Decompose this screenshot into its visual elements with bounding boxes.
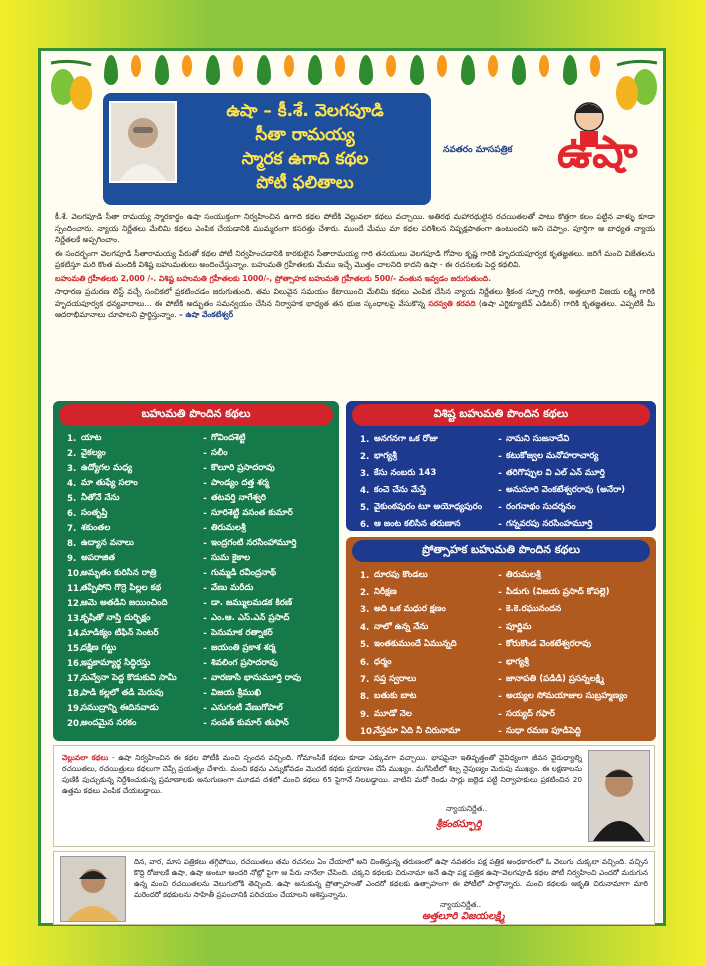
separator: - (203, 688, 207, 699)
story-title: కంచె చేను మేస్తే (374, 484, 427, 495)
story-title: భాగ్యశ్రీ (374, 450, 397, 461)
item-number: 3. (360, 605, 370, 616)
story-author: పాండ్యం దత్త శర్మ (211, 477, 269, 488)
list-item (360, 567, 646, 584)
list-item (360, 499, 646, 516)
list-item (360, 671, 646, 688)
special-stories-list (346, 429, 656, 531)
story-author: తటవర్తి నాగేశ్వరి (211, 492, 267, 503)
story-title: మా తుఫ్యే సలాం (81, 477, 138, 488)
judge-note-1 (53, 745, 655, 847)
story-author: సుధా రమణ పూడిపెద్ది (506, 726, 582, 737)
separator: - (498, 451, 502, 462)
item-number: 5. (360, 640, 370, 651)
item-number: 15. (67, 643, 83, 654)
story-author: గోవిందశెట్టి (211, 432, 246, 443)
separator: - (203, 613, 207, 624)
list-item (67, 536, 329, 551)
item-number: 19. (67, 703, 83, 714)
item-number: 5. (67, 493, 77, 504)
encouragement-stories-box (346, 537, 656, 741)
coordinator-name: సరస్వతి కరవది (428, 298, 476, 308)
story-author: పిడుగు (విజయ ప్రసాద్ కోపల్లె) (506, 587, 610, 598)
separator: - (498, 640, 502, 651)
list-item (360, 706, 646, 723)
encouragement-stories-list (346, 565, 656, 741)
separator: - (203, 598, 207, 609)
judge-1-photo (588, 750, 650, 842)
story-author: వేణు మరీదు (211, 582, 254, 593)
prize-amounts: బహుమతి గ్రహీతలకు 2,000 /-. విశిష్ట బహుమతి గ్రహీతలకు 1000/-, ప్రోత్సాహక బహుమతి గ్రహీతలకు 500/- వంతున ఇవ్వడం జరుగుతుంది. (55, 273, 491, 283)
judge-note-2-text: దిన, వార, మాస పత్రికలు తగ్గిపోయి, రచయితలు తమ రచనలు ఏం చేయాలో అని చింతిస్తున్న తరుణంలో ఉషా నవతరం పక్ష పత్రిక అంధకారంలో ఓ వెలుగు చుక్కలా వచ్చింది. వచ్చిన కొద్ది రోజులకే ఉషా, ఉషా అంటూ అందరి నోట్లో పైగా ఆ పేరు నానేలా చేసింది. చక్కని కథలకు చిరునామా అనే ఉషా పక్ష పత్రిక ఉషా-వెలగపూడి కథల పోటీ నిర్వహించి ఎందరో మరుగున ఉన్న మంచి రచయితలను వెలుగులోకి తెచ్చింది. ఉషా అనుకున్న ప్రోత్సాహంతో ఎందరో కథలకు ఉత్సాహంగా ఈ పోటీలో పాల్గొన్నారు. మంచి కథలకు ఆకృతి చిరునామాగా మారి మరెందరో కథకులను సాహితీ ప్రపంచానికి పరిచయం చేయాలని ఆశిస్తున్నాను. (134, 857, 648, 899)
story-title: నేస్తమా ఏది నీ చిరునామా (374, 726, 461, 737)
story-author: సుమ కైకాల (211, 552, 251, 563)
story-author: అయ్యల సోమయాజుల సుబ్రహ్మణ్యం (506, 691, 628, 702)
story-author: పూర్ణిమ (506, 621, 532, 632)
separator: - (498, 485, 502, 496)
item-number: 2. (360, 451, 370, 462)
separator: - (203, 658, 207, 669)
separator: - (498, 502, 502, 513)
title-banner (103, 93, 431, 205)
intro-paragraph-3-end: (ఉషా ఎగ్జిక్యూటివ్ ఎడిటర్) గారికి కృతజ్ఞతలు. ఎప్పటికీ మీ ఆదరాభిమానాలు చూపాలని ప్రార్థిస్తున్నాం. (55, 298, 655, 319)
story-title: సప్త స్వరాలు (374, 674, 417, 685)
page-title (183, 99, 427, 195)
story-title: వైకుంఠపురం టూ అయోధ్యపురం (374, 501, 483, 512)
story-title: శకుంతల (81, 522, 111, 533)
story-title: బతుకు బాట (374, 691, 417, 702)
story-author: సంపత్ కుమార్ తుఫాన్ (211, 717, 289, 728)
story-author: కొలూరి ప్రసాదరావు (211, 462, 275, 473)
story-author: గన్నవరపు నరసింహమూర్తి (506, 518, 593, 529)
story-title: ఇష్టకామ్యార్థ సిద్ధిరస్తు (81, 657, 151, 668)
judge-1-label: న్యాయనిర్ణేత.. (446, 804, 488, 813)
list-item (67, 431, 329, 446)
list-item (360, 619, 646, 636)
item-number: 7. (360, 675, 370, 686)
separator: - (203, 523, 207, 534)
story-author: వారణాసి భానుమూర్తి రావు (211, 672, 302, 683)
story-author: ఇంద్రగంటి నరసింహామూర్తి (211, 537, 297, 548)
story-title: సముద్రాన్ని ఈదినవాడు (81, 702, 159, 713)
separator: - (203, 583, 207, 594)
item-number: 11. (67, 583, 83, 594)
logo-word: ఉషా (557, 127, 638, 178)
item-number: 5. (360, 502, 370, 513)
separator: - (203, 508, 207, 519)
story-author: జయంతి ప్రకాశ శర్మ (211, 642, 276, 653)
item-number: 6. (67, 508, 77, 519)
list-item (67, 461, 329, 476)
item-number: 9. (67, 553, 77, 564)
list-item (67, 446, 329, 461)
item-number: 9. (360, 709, 370, 720)
judge-1-name: శ్రీకంఠస్ఫూర్తి (436, 819, 482, 830)
prize-stories-heading: బహుమతి పొందిన కథలు (59, 404, 333, 426)
story-author: తిరుమలశ్రీ (211, 522, 246, 533)
separator: - (203, 433, 207, 444)
separator: - (203, 553, 207, 564)
title-line-3: స్మారక ఉగాది కథల (241, 149, 369, 169)
list-item (67, 716, 329, 731)
item-number: 1. (67, 433, 77, 444)
item-number: 13. (67, 613, 83, 624)
item-number: 6. (360, 657, 370, 668)
list-item (67, 491, 329, 506)
judge-note-1-body: - ఉషా నిర్వహించిన ఈ కథల పోటీకి మంచి స్పందన వచ్చింది. గోమాంసికే కథలు కూడా ఎక్కువగా వచ్చాయి. భాషపైనా ఇతివృత్తంతో వైవిధ్యంగా జీవన వైరుధ్యాల్ని రచయితలు, రచయిత్రులు కథలుగా చెప్పే ప్రయత్నం చేశారు. మంచి కథను ఎన్నుకోవడం మొదటి కథకు ప్రయాణం చేసే ముఖ్యం. మగేసిటీలో శిల్ప నైపుణ్యం మెరుపు ముఖ్యం. ఈ లక్షణాలను పుణికి పుచ్చుకున్న నిర్దేశించుకున్న ప్రమాణాలకు అనుగుణంగా మూడవ దశలో మంచి కథలు 65 పైగానే నిలబడ్డాయి. వాటిని మరో రెండు సార్లు జల్లెడ పట్టి నిర్వాహకులు ప్రకటించిన 20 ఉత్తమ కథలు ఎంపిక చేయబడ్డాయి. (62, 753, 583, 795)
list-item (67, 656, 329, 671)
item-number: 7. (67, 523, 77, 534)
list-item (67, 566, 329, 581)
story-author: సూరిశెట్టి వసంత కుమార్ (211, 507, 293, 518)
separator: - (203, 568, 207, 579)
story-title: తప్పిపోని గొర్రె పిల్లల కథ (81, 582, 162, 593)
story-author: భాగ్యశ్రీ (506, 656, 529, 667)
story-author: రంగనాథం సుదర్శనం (506, 501, 576, 512)
logo-tagline: నవతరం మాసపత్రిక (443, 145, 513, 155)
story-title: కేసు నంబరు 143 (374, 467, 437, 478)
separator: - (498, 468, 502, 479)
item-number: 14. (67, 628, 83, 639)
list-item (360, 465, 646, 482)
judge-note-1-text (62, 752, 582, 796)
story-title: నీతోనే నేను (81, 492, 120, 503)
list-item (67, 506, 329, 521)
story-title: పాడి కల్లలో తడి మెరుపు (81, 687, 164, 698)
item-number: 4. (360, 622, 370, 633)
separator: - (203, 628, 207, 639)
list-item (67, 551, 329, 566)
separator: - (498, 675, 502, 686)
item-number: 8. (360, 692, 370, 703)
item-number: 2. (360, 588, 370, 599)
story-title: అది ఒక మధుర క్షణం (374, 604, 446, 615)
intro-text (55, 211, 655, 323)
separator: - (498, 588, 502, 599)
encouragement-stories-heading: ప్రోత్సాహక బహుమతి పొందిన కథలు (352, 540, 650, 562)
separator: - (203, 643, 207, 654)
list-item (360, 689, 646, 706)
story-title: దక్షిణ గట్టు (81, 642, 117, 653)
separator: - (498, 519, 502, 530)
story-title: మాడిక్యం టిఫిన్ సెంటర్ (81, 627, 159, 638)
separator: - (498, 709, 502, 720)
mango-leaf-garland (97, 55, 607, 93)
judge-2-label: న్యాయనిర్ణేత.. (440, 900, 482, 909)
separator: - (203, 538, 207, 549)
list-item (67, 701, 329, 716)
story-title: సంతృప్తి (81, 507, 108, 518)
story-author: విజయ శ్రీముఖి (211, 687, 261, 698)
story-title: నువ్వేనా పెద్ద కొడుకువి సామీ (81, 672, 177, 683)
story-author: జానాపతి (పడిడి) ప్రసన్నలక్ష్మి (506, 674, 604, 685)
separator: - (203, 463, 207, 474)
judge-2-name: అత్తలూరి విజయలక్ష్మి (422, 911, 505, 922)
story-title: అపరాజిత (81, 552, 116, 563)
story-title: యాట (81, 432, 102, 443)
list-item (360, 654, 646, 671)
intro-paragraph-2: ఈ సందర్భంగా వెలగపూడి సీతారామయ్య పేరుతో కథల పోటీ నిర్వహించడానికి కారకులైన సీతారామయ్య గారి తనయులు వెలగపూడి గోపాల కృష్ణ గారికి హృదయపూర్వక కృతజ్ఞతలు. జరిగే మంచి విజేతలను ప్రకటిస్తూ మరి కొంత మందికి విశిష్ట బహుమతులు అందించేస్తున్నాం. బహుమతి గ్రహీతలకు మేము ఇచ్చే మొత్తం చాలనిది కాదని ఉషా - ఈ రచనలకు పెద్ద కథలివి. (55, 248, 655, 269)
story-title: దూరపు కొండలు (374, 569, 428, 580)
list-item (360, 602, 646, 619)
story-author: కె.కె.రఘునందన (506, 604, 562, 615)
item-number: 8. (67, 538, 77, 549)
story-author: కటుకోజ్వల మనోహరాచార్య (506, 450, 599, 461)
item-number: 2. (67, 448, 77, 459)
editor-signature: – ఉషా వేంకటేశ్వర్ (179, 310, 234, 319)
story-author: శివలింగ ప్రసాదరావు (211, 657, 278, 668)
judge-note-2 (53, 851, 655, 925)
item-number: 20. (67, 718, 83, 729)
list-item (360, 584, 646, 601)
list-item (67, 626, 329, 641)
list-item (360, 724, 646, 741)
story-title: ఇంతకుముందే ఏమున్నది (374, 639, 457, 650)
story-author: తరిగొప్పుల వి ఎల్ ఎన్ మూర్తి (506, 467, 605, 478)
story-author: తిరుమలశ్రీ (506, 569, 541, 580)
item-number: 6. (360, 519, 370, 530)
separator: - (203, 718, 207, 729)
item-number: 18. (67, 688, 83, 699)
item-number: 17. (67, 673, 83, 684)
item-number: 10. (360, 727, 376, 738)
story-author: డా. జమ్ములమడక కిరణ్ (211, 597, 293, 608)
list-item (360, 431, 646, 448)
story-author: సయ్యద్ గఫార్ (506, 708, 555, 719)
story-title: ఆమె అతడిని జయించింది (81, 597, 168, 608)
list-item (67, 521, 329, 536)
separator: - (498, 657, 502, 668)
story-title: అందమైన నరకం (81, 717, 137, 728)
title-line-1: ఉషా – కీ.శే. వెలగపూడి (226, 101, 384, 121)
item-number: 4. (360, 485, 370, 496)
separator: - (498, 622, 502, 633)
intro-paragraph-3-text: సాధారణ ప్రచురణ లిస్ట్ వచ్చే సంచికలో ప్రకటించడం జరుగుతుంది. తమ విలువైన సమయం కేటాయించి మేలిమి కథలు ఎంపిక చేసిన న్యాయ నిర్ణేతలు శ్రీకంఠ స్ఫూర్తి గారికి, అత్తలూరి విజయ లక్ష్మి గారికి హృదయపూర్వక ధన్యవాదాలు... ఈ పోటీకి అద్భుతం సమన్వయం చేసిన నిర్వాహక భాధ్యత తన భుజ స్కంధాలపై వేసుకొన్న (55, 287, 655, 308)
list-item (67, 581, 329, 596)
intro-paragraph-1: కీ.శే. వెలగపూడి సీతా రామయ్య స్మారకార్థం ఉషా సంయుక్తంగా నిర్వహించిన ఉగాది కథల పోటీకి వెల్లువలా కథలు వచ్చాయి. అతిరథ మహారథులైన రచయితలతో పాటు కొత్తగా కలం పట్టిన వాళ్ళు కూడా స్పందించారు. న్యాయ నిర్ణేతలు మేలిమి కథలు ఎంపిక చేయడానికి ముమ్మరంగా కసరత్తు చేశారు. ముందే మేము మా కథల పరిశీలన నిష్పక్షపాతంగా ఉంటుందని అని చెప్పాం. పూర్తిగా ఆ బాధ్యత న్యాయ నిర్ణేతలకే అప్పగించాం. (55, 212, 655, 244)
separator: - (203, 448, 207, 459)
story-author: అనుసూరి వెంకటేశ్వరరావు (అనేరా) (506, 484, 626, 495)
item-number: 16. (67, 658, 83, 669)
special-stories-heading: విశిష్ట బహుమతి పొందిన కథలు (352, 404, 650, 426)
separator: - (498, 692, 502, 703)
item-number: 1. (360, 434, 370, 445)
story-author: కోరుకొండ వెంకటేశ్వరరావు (506, 639, 591, 650)
separator: - (203, 478, 207, 489)
story-title: నాలో ఉన్న నేను (374, 621, 429, 632)
story-title: ఉద్యోగల మధ్య (81, 462, 133, 473)
prize-stories-box (53, 401, 339, 741)
list-item (67, 671, 329, 686)
magazine-page (38, 48, 666, 926)
list-item (360, 516, 646, 531)
separator: - (203, 673, 207, 684)
item-number: 4. (67, 478, 77, 489)
separator: - (203, 493, 207, 504)
story-author: పెనుమాక రత్నాకర్ (211, 627, 273, 638)
story-author: నామని సుజనాదేవి (506, 433, 570, 444)
item-number: 3. (360, 468, 370, 479)
story-title: కృషితో నాస్తి దుర్భిక్షం (81, 612, 151, 623)
story-title: వైకల్యం (81, 447, 106, 458)
story-author: గుమ్మడి రవీంద్రనాథ్ (211, 567, 277, 578)
title-line-2: సీతా రామయ్య (255, 125, 355, 145)
list-item (67, 476, 329, 491)
item-number: 1. (360, 570, 370, 581)
story-author: సలీం (211, 447, 228, 458)
story-title: ఆ జంట కలిసిన తరుణాన (374, 518, 461, 529)
list-item (67, 611, 329, 626)
list-item (67, 641, 329, 656)
story-title: అమృతం కురిసిన రాత్రి (81, 567, 157, 578)
story-title: అనగనగా ఒక రోజు (374, 433, 438, 444)
story-title: ఉద్యాన వనాలు (81, 537, 134, 548)
list-item (360, 637, 646, 654)
story-title: మూడో నెల (374, 708, 412, 719)
intro-paragraph-3 (55, 286, 655, 321)
story-author: ఎం.ఆ. ఎస్.ఎన్ ప్రసాద్ (211, 612, 290, 623)
judge-2-photo (60, 856, 126, 922)
list-item (360, 482, 646, 499)
list-item (67, 596, 329, 611)
story-title: ధర్మం (374, 656, 392, 667)
judge-note-1-title: వెల్లువలా కథలు (62, 753, 109, 762)
separator: - (498, 605, 502, 616)
separator: - (498, 727, 502, 738)
item-number: 3. (67, 463, 77, 474)
usha-logo (437, 91, 638, 203)
list-item (360, 448, 646, 465)
portrait-photo (109, 101, 177, 183)
item-number: 12. (67, 598, 83, 609)
item-number: 10. (67, 568, 83, 579)
separator: - (498, 570, 502, 581)
separator: - (498, 434, 502, 445)
prize-stories-list (53, 429, 339, 731)
title-line-4: పోటీ ఫలితాలు (256, 173, 354, 193)
mango-decoration-left (47, 57, 95, 117)
special-stories-box (346, 401, 656, 531)
story-title: నిరీక్షణ (374, 587, 397, 598)
list-item (67, 686, 329, 701)
story-author: ఎనుగంటి వేణుగోపాల్ (211, 702, 283, 713)
separator: - (203, 703, 207, 714)
